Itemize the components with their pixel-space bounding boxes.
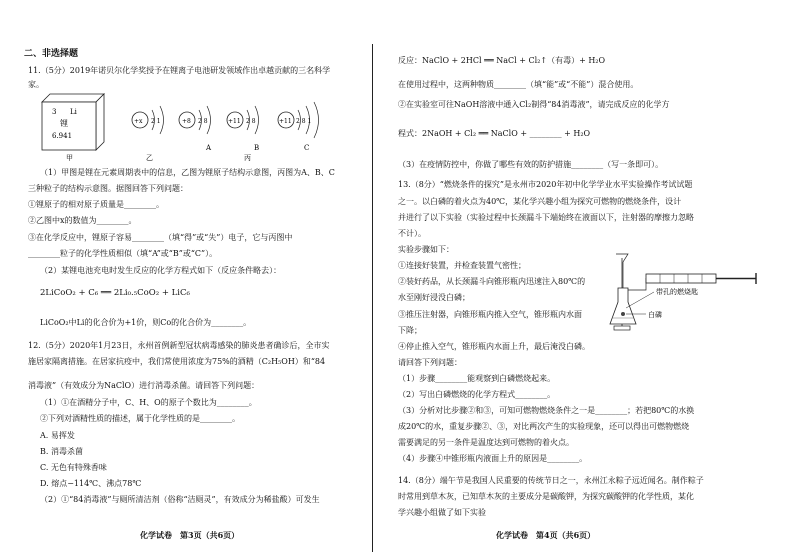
atom-diagram-a	[179, 106, 211, 134]
label-yi: 乙	[146, 154, 153, 162]
q13-stem-line4: 不计）。	[398, 229, 426, 238]
atom-c-shells: 2 8 1	[296, 118, 312, 125]
element-number: 3	[52, 108, 57, 116]
element-symbol: Li	[70, 108, 77, 116]
q12-option-c: C. 无色有特殊香味	[40, 463, 107, 472]
q12-stem-line2: 施居家隔离措施。在居家抗疫中，我们常使用浓度为75%的酒精（C₂H₅OH）和“84	[28, 357, 326, 366]
q13-stem-line3: 并进行了以下实验（实验过程中长颈漏斗下端始终在液面以下，注射器的摩擦力忽略	[398, 213, 694, 222]
atom-a-nucleus: +8	[182, 118, 191, 125]
q14-stem-line2: 时常用到草木灰，已知草木灰的主要成分是碳酸钾，为探究碳酸钾的化学性质，某化	[398, 492, 694, 501]
conical-flask	[610, 288, 636, 324]
section-title: 二、非选择题	[24, 49, 79, 59]
q11-part1-q3-cont: ________粒子的化学性质相似（填“A”或“B”或“C”）。	[28, 249, 218, 258]
q13-step4: ④停止推入空气，锥形瓶内水面上升，最后淹没白磷。	[398, 342, 590, 351]
q11-equation: 2LiCoO₂ + C₆ ══ 2Li₀.₅CoO₂ + LiC₆	[40, 288, 190, 298]
q13-step2-line2: 水至刚好浸没白磷；	[398, 293, 470, 302]
atom-a-shells: 2 8	[198, 118, 208, 125]
q12-part3: （3）在疫情防控中，你做了哪些有效的防护措施________（写一条即可）。	[398, 160, 664, 169]
atom-diagram-yi	[132, 106, 164, 134]
q11-figure	[30, 90, 370, 162]
q12-option-d: D. 熔点−114℃、沸点78℃	[40, 479, 142, 488]
element-cell	[42, 94, 104, 150]
q13-apparatus-figure	[606, 248, 776, 348]
q12-reaction-equation: 反应：NaClO + 2HCl ══ NaCl + Cl₂↑（有毒）+ H₂O	[398, 56, 606, 65]
q11-stem-line1: 11.（5分）2019年诺贝尔化学奖授予在锂离子电池研发领域作出卓越贡献的三名科学	[28, 66, 331, 75]
q12-lab-line: ②在实验室可往NaOH溶液中通入Cl₂制得“84消毒液”，请完成反应的化学方	[398, 100, 670, 109]
q13-answer4: （4）步骤④中锥形瓶内液面上升的原因是________。	[398, 454, 588, 463]
atom-b-shells: 2 8	[246, 118, 256, 125]
syringe-barrel	[646, 274, 716, 283]
q12-part1-q2: ②下列对酒精性质的描述，属于化学性质的是________。	[40, 414, 240, 423]
atom-c-nucleus: +11	[279, 118, 292, 125]
q12-part1-q1: （1）①在酒精分子中，C、H、O的原子个数比为________。	[40, 398, 257, 407]
left-footer: 化学试卷 第3页（共6页）	[140, 530, 240, 540]
q14-stem-line3: 学兴趣小组做了如下实验	[398, 508, 486, 517]
q13-step3-line1: ③推压注射器，向锥形瓶内推入空气，锥形瓶内水面	[398, 310, 582, 319]
q13-step1: ①连接好装置，并检查装置气密性；	[398, 261, 526, 270]
q13-answer3-line2: 成20℃的水，重复步骤②、③，对比两次产生的实验现象，还可以得出可燃物燃烧	[398, 422, 690, 431]
atom-diagram-b	[227, 106, 259, 134]
element-mass: 6.941	[52, 132, 73, 140]
white-phosphorus	[621, 312, 625, 316]
element-name: 锂	[60, 119, 68, 128]
right-footer: 化学试卷 第4页（共6页）	[496, 530, 596, 540]
q12-stem-line3: 消毒液”（有效成分为NaClO）进行消毒杀菌。请回答下列问题：	[28, 381, 260, 390]
q11-part1-q2: ②乙图中x的数值为________。	[28, 216, 137, 225]
q12-usage-line: 在使用过程中，这两种物质________（填“能”或“不能”）混合使用。	[398, 80, 639, 89]
q12-equation-fill: 程式：2NaOH + Cl₂ ══ NaClO + ________ + H₂O	[398, 129, 591, 138]
q13-answer1: （1）步骤________能观察到白磷燃烧起来。	[398, 374, 556, 383]
q11-stem-line2: 家。	[28, 80, 44, 89]
label-b: B	[254, 144, 260, 152]
atom-yi-shells: 2 1	[151, 118, 161, 125]
q11-part1-line2: 三种粒子的结构示意图。据图回答下列问题：	[28, 184, 188, 193]
q12-option-a: A. 易挥发	[40, 431, 75, 440]
label-bing: 丙	[244, 154, 251, 162]
q11-part3: LiCoO₂中Li的化合价为+1价，则Co的化合价为________。	[40, 318, 252, 327]
q12-stem-line1: 12.（5分）2020年1月23日，永州首例新型冠状病毒感染的肺炎患者确诊后，全市实	[28, 341, 330, 350]
q11-part1-line1: （1）甲图是锂在元素周期表中的信息，乙图为锂原子结构示意图，丙图为A、B、C	[40, 168, 335, 177]
page-divider	[372, 44, 373, 552]
q11-part2: （2）某锂电池充电时发生反应的化学方程式如下（反应条件略去）：	[40, 266, 282, 275]
q13-stem-line2: 之一。以白磷的着火点为40℃，某化学兴趣小组为探究可燃物的燃烧条件，设计	[398, 197, 682, 206]
q13-step2-line1: ②装好药品，从长颈漏斗向锥形瓶内迅速注入80℃的	[398, 277, 586, 286]
label-jia: 甲	[66, 154, 73, 162]
atom-diagram-c	[278, 102, 319, 138]
label-a: A	[206, 144, 212, 152]
atom-yi-nucleus: +x	[134, 118, 143, 125]
q13-answer3-line3: 需要满足的另一条件是温度达到可燃物的着火点。	[398, 438, 574, 447]
q11-part1-q1: ①锂原子的相对原子质量是________。	[28, 200, 164, 209]
atom-b-nucleus: +11	[228, 118, 241, 125]
q13-answer2: （2）写出白磷燃烧的化学方程式________。	[398, 390, 556, 399]
q11-part1-q3: ③在化学反应中，锂原子容易________（填“得”或“失”）电子，它与丙图中	[28, 233, 293, 242]
q14-stem-line1: 14.（8分）端午节是我国人民重要的传统节日之一，永州江永粽子远近闻名。制作粽子	[398, 476, 704, 485]
q13-steps-title: 实验步骤如下：	[398, 245, 454, 254]
q12-part2: （2）①“84消毒液”与厕所清洁剂（俗称“洁厕灵”，有效成分为稀盐酸）可发生	[40, 495, 320, 504]
q13-answer3-line1: （3）分析对比步骤②和③，可知可燃物燃烧条件之一是________；若把80℃的水换	[398, 406, 695, 415]
q13-ask: 请回答下列问题：	[398, 358, 462, 367]
label-combustion-spoon: 带孔的燃烧匙	[656, 288, 698, 296]
q13-stem-line1: 13.（8分）“燃烧条件的探究”是永州市2020年初中化学学业水平实验操作考试试题	[398, 180, 693, 189]
q12-option-b: B. 消毒杀菌	[40, 447, 83, 456]
q13-step3-line2: 下降；	[398, 326, 422, 335]
label-c: C	[304, 144, 310, 152]
label-white-phosphorus: 白磷	[648, 311, 662, 319]
